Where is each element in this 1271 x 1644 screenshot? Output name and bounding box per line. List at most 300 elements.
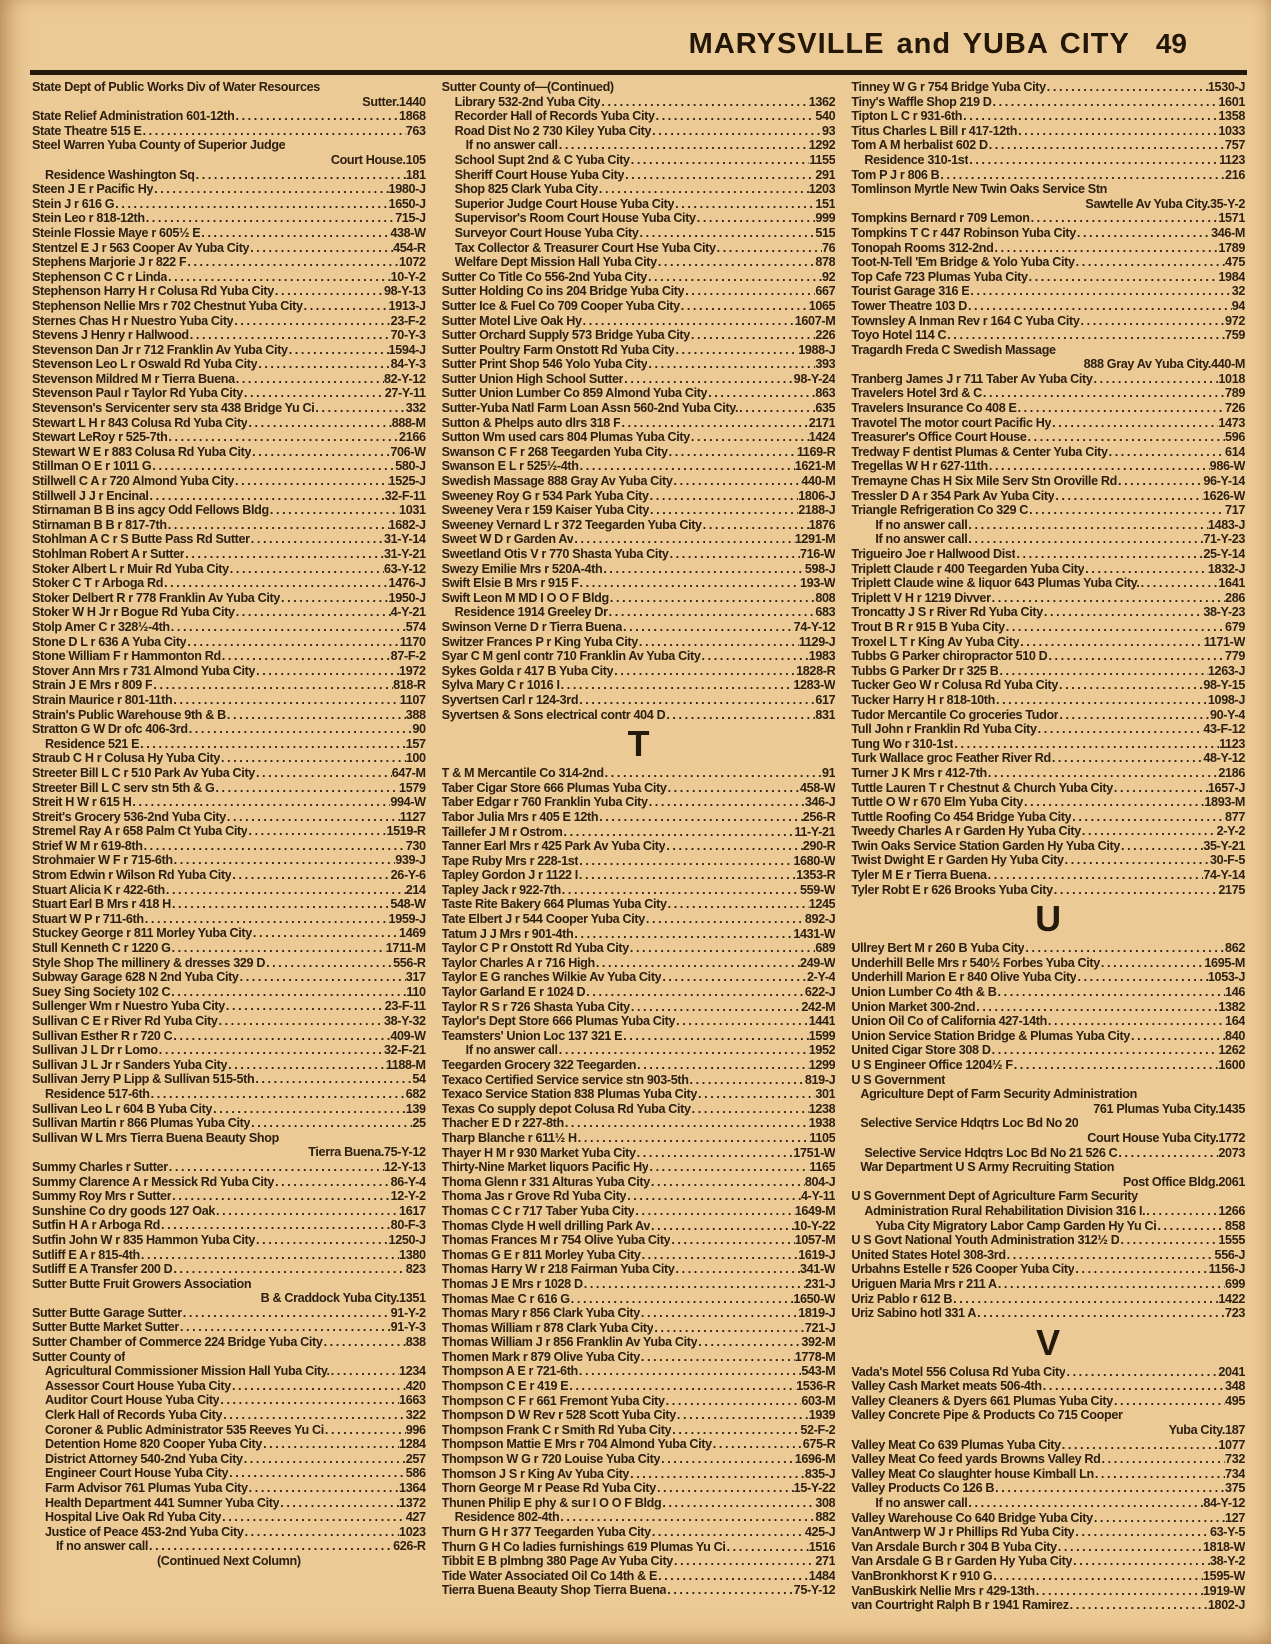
dot-leader xyxy=(629,1467,805,1482)
directory-entry xyxy=(442,1043,836,1058)
dot-leader xyxy=(1061,1438,1219,1453)
phone-number: 93 xyxy=(822,123,836,138)
phone-number: 689 xyxy=(815,941,836,956)
entry-text: Subway Garage 628 N 2nd Yuba City xyxy=(32,970,239,985)
dot-leader xyxy=(1093,372,1219,387)
phone-number: 38-Y-2 xyxy=(1210,1554,1246,1569)
directory-entry xyxy=(442,664,836,679)
dot-leader xyxy=(1064,853,1210,868)
directory-entry xyxy=(32,328,426,343)
directory-entry xyxy=(32,941,426,956)
dot-leader xyxy=(991,591,1225,606)
directory-entry xyxy=(442,795,836,810)
entry-text: Sawtelle Av Yuba City. xyxy=(1085,196,1210,211)
entry-text: Sutton & Phelps auto dlrs 318 F xyxy=(441,415,621,430)
dot-leader xyxy=(172,1029,390,1044)
entry-text: Sutter-Yuba Natl Farm Loan Assn 560-2nd Yuba City. xyxy=(441,401,739,416)
entry-text: Swinson Verne D r Tierra Buena xyxy=(441,619,623,634)
directory-entry xyxy=(442,1248,836,1263)
entry-text: Tudor Mercantile Co groceries Tudor xyxy=(851,707,1059,722)
directory-entry xyxy=(851,1233,1245,1248)
entry-text: If no answer call xyxy=(875,532,968,547)
directory-entry xyxy=(442,956,836,971)
directory-entry xyxy=(32,1102,426,1117)
phone-number: 804-J xyxy=(804,1174,836,1189)
directory-entry xyxy=(442,708,836,723)
entry-text: Streit's Grocery 536-2nd Yuba City xyxy=(32,809,226,824)
phone-number: 1983 xyxy=(808,649,836,664)
entry-text: Coroner & Public Administrator 535 Reeves Yu Ci xyxy=(45,1422,324,1437)
directory-entry xyxy=(442,1350,836,1365)
entry-text: United States Hotel 308-3rd xyxy=(851,1247,1006,1262)
dot-leader xyxy=(673,1554,815,1569)
entry-text: Trigueiro Joe r Hallwood Dist xyxy=(851,547,1016,561)
directory-entry xyxy=(851,795,1245,810)
phone-number: 1525-J xyxy=(388,474,426,489)
phone-number: 74-Y-12 xyxy=(793,619,836,634)
directory-entry-wrap-first xyxy=(851,1160,1245,1175)
entry-text: Streeter Bill L C r 510 Park Av Yuba City xyxy=(32,765,255,780)
directory-entry xyxy=(32,649,426,664)
entry-text: Teamsters' Union Loc 137 321 E xyxy=(441,1028,623,1043)
dot-leader xyxy=(226,708,406,723)
phone-number: 454-R xyxy=(393,240,426,255)
directory-entry xyxy=(851,489,1245,504)
dot-leader xyxy=(1028,503,1225,518)
phone-number: 683 xyxy=(815,605,836,620)
directory-entry xyxy=(851,693,1245,708)
directory-entry xyxy=(442,1321,836,1336)
dot-leader xyxy=(231,1379,406,1394)
directory-entry xyxy=(851,956,1245,971)
entry-text: Teegarden Grocery 322 Teegarden xyxy=(441,1058,637,1072)
directory-entry xyxy=(851,605,1245,620)
dot-leader xyxy=(188,722,413,737)
phone-number: 626-R xyxy=(393,1539,426,1554)
entry-text: Sutter Holding Co ins 204 Bridge Yuba City xyxy=(441,284,685,299)
dot-leader xyxy=(1117,474,1203,489)
dot-leader xyxy=(995,693,1208,708)
entry-text: Sutter Union Lumber Co 859 Almond Yuba City xyxy=(441,386,708,401)
phone-number: 1077 xyxy=(1218,1437,1246,1452)
phone-number: 715-J xyxy=(395,211,426,226)
phone-number: 110 xyxy=(406,984,426,999)
dot-leader xyxy=(1093,1511,1225,1526)
dot-leader xyxy=(265,956,393,971)
directory-entry xyxy=(32,1072,426,1087)
dot-leader xyxy=(997,985,1226,1000)
directory-entry xyxy=(442,109,836,124)
phone-number: 31-Y-21 xyxy=(384,547,426,561)
phone-number: 392-M xyxy=(801,1335,836,1350)
directory-entry-wrap-first xyxy=(851,1073,1245,1088)
directory-entry xyxy=(442,1379,836,1394)
entry-text: Travelers Insurance Co 408 E xyxy=(851,401,1017,416)
phone-number: 1469 xyxy=(399,926,426,941)
directory-entry xyxy=(32,678,426,693)
directory-entry xyxy=(32,474,426,489)
entry-text: Sternes Chas H r Nuestro Yuba City xyxy=(32,313,234,328)
entry-text: Thomas G E r 811 Morley Yuba City xyxy=(441,1247,641,1262)
dot-leader xyxy=(1065,1365,1218,1380)
dot-leader xyxy=(212,1102,406,1117)
directory-entry xyxy=(851,1467,1245,1482)
entry-text: Triangle Refrigeration Co 329 C xyxy=(851,503,1029,518)
entry-text: Stephenson C C r Linda xyxy=(32,269,168,284)
dot-leader xyxy=(946,328,1225,343)
directory-entry xyxy=(851,1525,1245,1540)
dot-leader xyxy=(582,314,795,329)
phone-number: 151 xyxy=(815,196,836,211)
dot-leader xyxy=(1017,124,1218,139)
dot-leader xyxy=(690,328,815,343)
entry-text: Sweeney Vera r 159 Kaiser Yuba City xyxy=(441,503,650,518)
entry-text: Shop 825 Clark Yuba City xyxy=(454,182,598,197)
entry-text: Agricultural Commissioner Mission Hall Yuba City. xyxy=(45,1364,330,1379)
directory-entry xyxy=(851,547,1245,562)
dot-leader xyxy=(666,1583,793,1598)
dot-leader xyxy=(172,693,399,708)
phone-number: 1283-W xyxy=(793,678,836,693)
directory-entry xyxy=(851,1598,1245,1613)
phone-number: 1893-M xyxy=(1204,795,1246,810)
directory-entry xyxy=(442,970,836,985)
directory-entry xyxy=(32,1218,426,1233)
directory-entry xyxy=(851,853,1245,868)
phone-number: 1772 xyxy=(1218,1130,1246,1145)
entry-text: Stevenson Dan Jr r 712 Franklin Av Yuba City xyxy=(32,342,288,357)
directory-entry xyxy=(442,532,836,547)
entry-text: Stratton G W Dr ofc 406-3rd xyxy=(32,722,188,737)
dot-leader xyxy=(992,1569,1203,1584)
directory-entry xyxy=(442,562,836,577)
entry-text: Stewart W E r 883 Colusa Rd Yuba City xyxy=(32,444,252,459)
entry-text: Stillman O E r 1011 G xyxy=(32,459,152,474)
directory-entry xyxy=(442,1131,836,1146)
entry-text: Sullivan C E r River Rd Yuba City xyxy=(32,1014,218,1028)
directory-entry xyxy=(442,1481,836,1496)
dot-leader xyxy=(600,95,808,110)
dot-leader xyxy=(330,1364,399,1379)
directory-columns xyxy=(32,80,1245,1634)
entry-text: Health Department 441 Sumner Yuba City xyxy=(45,1495,280,1510)
dot-leader xyxy=(179,1320,391,1335)
dot-leader xyxy=(998,664,1207,679)
dot-leader xyxy=(987,868,1204,883)
directory-entry xyxy=(851,883,1245,898)
directory-entry xyxy=(851,95,1245,110)
dot-leader xyxy=(247,416,391,431)
phone-number: 164 xyxy=(1225,1014,1246,1029)
directory-entry-wrap-second xyxy=(851,1102,1245,1117)
entry-text: Road Dist No 2 730 Kiley Yuba City xyxy=(454,123,652,138)
phone-number: 706-W xyxy=(390,444,426,459)
phone-number: 257 xyxy=(405,1451,426,1466)
directory-entry-wrap-second xyxy=(32,153,426,168)
directory-entry xyxy=(32,343,426,358)
directory-entry xyxy=(32,853,426,868)
entry-text: Stewart LeRoy r 525-7th xyxy=(32,430,168,445)
dot-leader xyxy=(314,401,405,416)
entry-text: State Dept of Public Works Div of Water Resources xyxy=(32,80,320,94)
entry-text: Valley Cash Market meats 506-4th xyxy=(851,1379,1042,1394)
dot-leader xyxy=(988,459,1210,474)
directory-entry xyxy=(851,80,1245,95)
directory-entry xyxy=(851,1248,1245,1263)
dot-leader xyxy=(675,1014,809,1029)
phone-number: 187 xyxy=(1225,1423,1246,1438)
dot-leader xyxy=(234,474,389,489)
phone-number: 1171-W xyxy=(1203,634,1246,649)
section-letter xyxy=(851,1321,1245,1365)
phone-number: 1617 xyxy=(399,1203,426,1218)
dot-leader xyxy=(608,605,816,620)
dot-leader xyxy=(697,1335,801,1350)
dot-leader xyxy=(561,883,800,898)
dot-leader xyxy=(252,926,399,941)
directory-entry xyxy=(442,1014,836,1029)
directory-entry xyxy=(851,1569,1245,1584)
phone-number: 1778-M xyxy=(794,1349,836,1364)
phone-number: 1484 xyxy=(808,1568,836,1583)
entry-text: Valley Products Co 126 B xyxy=(851,1481,995,1496)
phone-number: 12-Y-13 xyxy=(384,1159,426,1174)
dot-leader xyxy=(1047,649,1225,664)
directory-entry xyxy=(442,459,836,474)
phone-number: 1065 xyxy=(808,298,836,313)
entry-text: Sutter Butte Market Sutter xyxy=(32,1320,179,1335)
phone-number: 495 xyxy=(1225,1393,1246,1408)
dot-leader xyxy=(622,1029,809,1044)
directory-entry xyxy=(32,518,426,533)
dot-leader xyxy=(609,591,816,606)
directory-entry xyxy=(32,547,426,562)
dot-leader xyxy=(148,1539,393,1554)
entry-text: Summy Roy Mrs r Sutter xyxy=(32,1189,172,1204)
section-letter-text: V xyxy=(1036,1321,1061,1363)
dot-leader xyxy=(577,1131,810,1146)
entry-text: Stuckey George r 811 Morley Yuba City xyxy=(32,926,252,941)
entry-text: Assessor Court House Yuba City xyxy=(45,1378,231,1393)
phone-number: 1266 xyxy=(1218,1203,1246,1218)
entry-text: Tregellas W H r 627-11th xyxy=(851,459,988,474)
entry-text: Stewart L H r 843 Colusa Rd Yuba City xyxy=(32,415,248,430)
directory-entry xyxy=(851,766,1245,781)
entry-text: Tabor Julia Mrs r 405 E 12th xyxy=(441,809,599,824)
dot-leader xyxy=(991,1043,1219,1058)
dot-leader xyxy=(623,372,793,387)
dot-leader xyxy=(1113,781,1208,796)
dot-leader xyxy=(953,737,1219,752)
entry-text: Thompson W G r 720 Louise Yuba City xyxy=(441,1452,661,1467)
dot-leader xyxy=(624,168,815,183)
dot-leader xyxy=(1005,620,1225,635)
entry-text: Ullrey Bert M r 260 B Yuba City xyxy=(851,941,1025,956)
entry-text: Stirnaman B B ins agcy Odd Fellows Bldg xyxy=(32,503,269,518)
phone-number: 32-F-21 xyxy=(384,1043,426,1058)
entry-text: Library 532-2nd Yuba City xyxy=(454,94,601,109)
dot-leader xyxy=(1140,576,1219,591)
phone-number: 10-Y-22 xyxy=(793,1218,836,1233)
directory-entry xyxy=(442,124,836,139)
entry-text: Suey Sing Society 102 C xyxy=(32,984,171,999)
directory-entry xyxy=(32,459,426,474)
entry-text: Thoma Glenn r 331 Alturas Yuba City xyxy=(441,1174,650,1189)
directory-entry xyxy=(851,620,1245,635)
phone-number: 76 xyxy=(822,240,836,255)
directory-entry xyxy=(32,1437,426,1452)
dot-leader xyxy=(640,1350,795,1365)
entry-text: Strain's Public Warehouse 9th & B xyxy=(32,707,226,722)
phone-number: 1263-J xyxy=(1207,663,1246,678)
dot-leader xyxy=(1058,708,1210,723)
directory-entry xyxy=(442,620,836,635)
phone-number: 286 xyxy=(1225,590,1246,605)
directory-entry xyxy=(851,328,1245,343)
entry-text: Tuttle Roofing Co 454 Bridge Yuba City xyxy=(851,809,1072,824)
dot-leader xyxy=(220,751,406,766)
phone-number: 440-M xyxy=(801,474,836,489)
dot-leader xyxy=(585,985,805,1000)
phone-number: 1657-J xyxy=(1207,780,1246,795)
phone-number: 734 xyxy=(1225,1466,1246,1481)
entry-text: Agriculture Dept of Farm Security Administration xyxy=(860,1087,1137,1102)
directory-entry xyxy=(442,95,836,110)
entry-text: Thomas William r 878 Clark Yuba City xyxy=(441,1320,654,1335)
directory-entry xyxy=(32,1452,426,1467)
dot-leader xyxy=(602,562,805,577)
directory-entry xyxy=(32,1248,426,1263)
dot-leader xyxy=(665,839,802,854)
dot-leader xyxy=(303,299,389,314)
dot-leader xyxy=(168,1160,384,1175)
entry-text: Sutter Butte Garage Sutter xyxy=(32,1305,182,1320)
phone-number: 1682-J xyxy=(388,517,426,532)
directory-entry xyxy=(442,1189,836,1204)
entry-text: Court House Yuba City. xyxy=(1087,1130,1219,1145)
phone-number: 139 xyxy=(405,1101,426,1116)
directory-entry xyxy=(32,1510,426,1525)
entry-text: Sullivan J L Dr r Lomo xyxy=(32,1043,158,1058)
phone-number: 82-Y-12 xyxy=(384,371,426,386)
phone-number: 25-Y-14 xyxy=(1203,547,1246,561)
dot-leader xyxy=(952,1292,1218,1307)
phone-number: 1789 xyxy=(1218,240,1246,255)
entry-text: Swift Leon M MD I O O F Bldg xyxy=(441,590,609,605)
dot-leader xyxy=(214,781,399,796)
directory-entry xyxy=(442,1058,836,1073)
phone-number: 2-Y-2 xyxy=(1216,824,1246,839)
dot-leader xyxy=(568,1379,796,1394)
phone-number: 723 xyxy=(1225,1306,1246,1321)
entry-text: Top Cafe 723 Plumas Yuba City xyxy=(851,269,1028,284)
entry-text: Stolp Amer C r 328½-4th xyxy=(32,619,170,634)
phone-number: 1663 xyxy=(399,1393,426,1408)
directory-entry xyxy=(32,386,426,401)
dot-leader xyxy=(657,1569,809,1584)
phone-number: 543-M xyxy=(801,1364,836,1379)
entry-text: Townsley A Inman Rev r 164 C Yuba City xyxy=(851,313,1080,328)
directory-entry xyxy=(851,153,1245,168)
entry-text: Residence Washington Sq xyxy=(45,167,195,182)
dot-leader xyxy=(255,664,399,679)
phone-number: 322 xyxy=(405,1408,426,1423)
directory-entry xyxy=(442,168,836,183)
entry-text: Thomson J S r King Av Yuba City xyxy=(441,1466,630,1481)
phone-number: 1650-J xyxy=(388,196,426,211)
directory-entry xyxy=(851,810,1245,825)
phone-number: 1351 xyxy=(399,1291,426,1306)
dot-leader xyxy=(173,853,396,868)
directory-entry xyxy=(442,343,836,358)
directory-entry xyxy=(32,1175,426,1190)
phone-number: 1599 xyxy=(808,1028,836,1043)
phone-number: 1123 xyxy=(1219,736,1246,751)
dot-leader xyxy=(200,226,390,241)
dot-leader xyxy=(680,299,809,314)
dot-leader xyxy=(243,386,385,401)
dot-leader xyxy=(1113,1394,1225,1409)
dot-leader xyxy=(992,95,1219,110)
phone-number: 75-Y-12 xyxy=(384,1145,426,1160)
phone-number: 1018 xyxy=(1218,371,1246,386)
phone-number: 308 xyxy=(815,1495,836,1510)
entry-text: Tyler M E r Tierra Buena xyxy=(851,868,987,883)
entry-text: Underhill Belle Mrs r 540½ Forbes Yuba City xyxy=(851,955,1100,970)
directory-entry-wrap-first xyxy=(32,1350,426,1365)
directory-entry xyxy=(442,1394,836,1409)
directory-entry xyxy=(851,751,1245,766)
phone-number: 1299 xyxy=(808,1058,836,1072)
dot-leader xyxy=(639,226,816,241)
entry-text: U S Government xyxy=(851,1072,946,1087)
entry-text: Sykes Golda r 417 B Yuba City xyxy=(441,663,614,678)
dot-leader xyxy=(189,328,391,343)
entry-text: Sutton Wm used cars 804 Plumas Yuba City xyxy=(441,430,690,445)
phone-number: 2-Y-4 xyxy=(806,970,836,985)
dot-leader xyxy=(1046,80,1208,95)
directory-entry xyxy=(851,430,1245,445)
dot-leader xyxy=(649,489,799,504)
entry-text: State Theatre 515 E xyxy=(32,123,142,138)
entry-text: Tull John r Franklin Rd Yuba City xyxy=(851,722,1037,737)
entry-text: Stohlman A C r S Butte Pass Rd Sutter xyxy=(32,532,250,547)
directory-entry xyxy=(851,255,1245,270)
directory-entry xyxy=(442,868,836,883)
dot-leader xyxy=(636,1058,809,1073)
directory-entry xyxy=(851,970,1245,985)
dot-leader xyxy=(573,532,794,547)
entry-text: Auditor Court House Yuba City xyxy=(45,1393,220,1408)
entry-text: Sutter County of xyxy=(32,1349,126,1364)
dot-leader xyxy=(650,1219,794,1234)
phone-number: 84-Y-12 xyxy=(1203,1496,1246,1511)
entry-text: Switzer Frances P r King Yuba City xyxy=(441,634,638,649)
directory-entry xyxy=(442,693,836,708)
dot-leader xyxy=(1074,1525,1210,1540)
phone-number: 892-J xyxy=(804,912,836,927)
entry-text: Thacher E D r 227-8th xyxy=(441,1116,564,1131)
directory-entry xyxy=(851,1540,1245,1555)
phone-number: 15-Y-22 xyxy=(793,1481,836,1496)
dot-leader xyxy=(962,109,1218,124)
dot-leader xyxy=(140,1248,399,1263)
phone-number: 838 xyxy=(405,1335,426,1350)
directory-entry xyxy=(442,897,836,912)
directory-entry xyxy=(851,211,1245,226)
phone-number: 1571 xyxy=(1218,211,1246,226)
phone-number: 23-F-2 xyxy=(390,313,426,328)
